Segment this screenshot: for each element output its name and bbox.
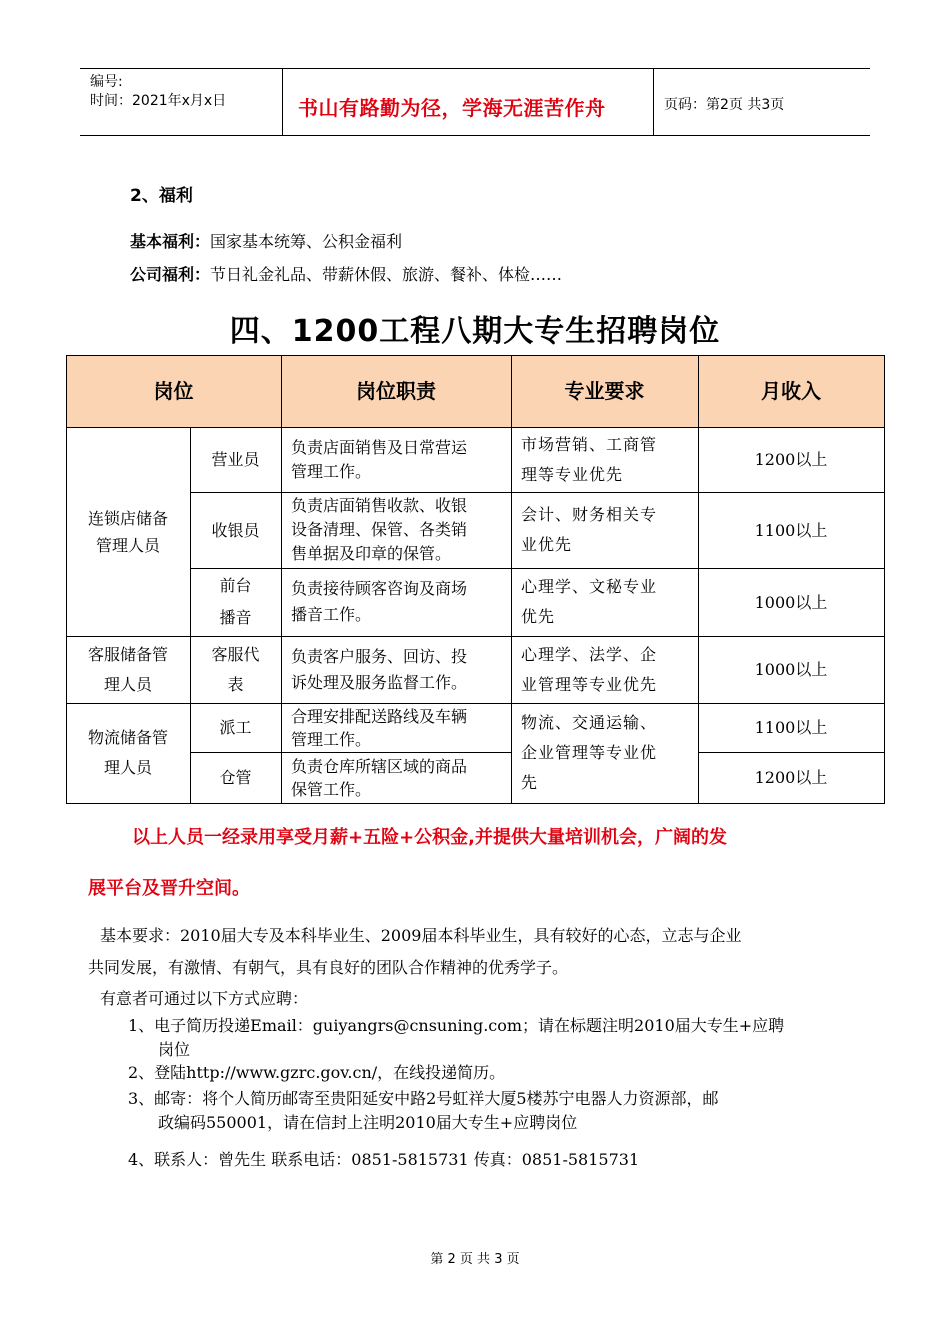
company-welfare bbox=[130, 262, 562, 285]
position-cell bbox=[190, 636, 281, 703]
header-motto: 书山有路勤为径，学海无涯苦作舟 bbox=[298, 96, 606, 120]
position-cell: 派工 bbox=[219, 718, 252, 737]
header-major: 专业要求 bbox=[564, 378, 645, 403]
position-cell bbox=[190, 568, 281, 636]
header-number: 编号: bbox=[90, 74, 123, 90]
major-line: 先 bbox=[521, 773, 539, 792]
section-title: 四、1200工程八期大专生招聘岗位 bbox=[229, 314, 721, 349]
major-line: 心理学、文秘专业 bbox=[521, 577, 658, 596]
apply-item-mail: 3、邮寄：将个人简历邮寄至贵阳延安中路2号虹祥大厦5楼苏宁电器人力资源部，邮 bbox=[128, 1089, 719, 1108]
position-cell: 收银员 bbox=[211, 520, 260, 540]
major-line: 物流、交通运输、 bbox=[521, 713, 658, 732]
major-cell bbox=[511, 636, 698, 703]
duty-line: 合理安排配送路线及车辆 bbox=[291, 706, 468, 726]
duty-line: 管理工作。 bbox=[291, 461, 372, 481]
highlight-line: 展平台及晋升空间。 bbox=[88, 878, 250, 899]
major-line: 理等专业优先 bbox=[521, 464, 624, 484]
major-cell bbox=[511, 568, 698, 636]
duty-line: 播音工作。 bbox=[291, 605, 372, 624]
requirements-line: 基本要求：2010届大专及本科毕业生、2009届本科毕业生，具有较好的心态，立志与企业 bbox=[100, 926, 742, 945]
basic-welfare-label: 基本福利： bbox=[130, 232, 211, 251]
duty-cell bbox=[281, 492, 511, 568]
group-name: 物流储备管 bbox=[87, 728, 168, 747]
duty-cell bbox=[281, 636, 511, 703]
major-cell bbox=[511, 427, 698, 492]
duty-line: 负责接待顾客咨询及商场 bbox=[291, 579, 468, 598]
header-salary: 月收入 bbox=[761, 378, 821, 403]
duty-line: 售单据及印章的保管。 bbox=[291, 544, 452, 563]
position-line: 播音 bbox=[219, 608, 252, 627]
page-footer: 第 2 页 共 3 页 bbox=[430, 1252, 520, 1267]
major-line: 市场营销、工商管 bbox=[521, 434, 658, 454]
salary-cell: 1000以上 bbox=[754, 592, 828, 612]
major-line: 心理学、法学、企 bbox=[521, 644, 658, 664]
apply-item-contact: 4、联系人：曾先生 联系电话：0851-5815731 传真：0851-5815731 bbox=[128, 1150, 640, 1169]
group-store bbox=[66, 427, 190, 636]
major-line: 业优先 bbox=[521, 535, 573, 554]
duty-line: 负责店面销售及日常营运 bbox=[291, 437, 468, 457]
group-name: 连锁店储备 bbox=[87, 508, 168, 528]
highlight-line: 以上人员一经录用享受月薪+五险+公积金,并提供大量培训机会，广阔的发 bbox=[132, 827, 727, 848]
duty-cell bbox=[281, 752, 511, 803]
group-name: 理人员 bbox=[103, 758, 152, 777]
requirements-line: 共同发展，有激情、有朝气，具有良好的团队合作精神的优秀学子。 bbox=[88, 958, 569, 977]
position-cell: 营业员 bbox=[211, 450, 260, 469]
salary-cell: 1100以上 bbox=[754, 718, 828, 737]
header-divider bbox=[653, 68, 654, 135]
salary-cell: 1000以上 bbox=[754, 660, 828, 679]
header-duty: 岗位职责 bbox=[356, 378, 436, 403]
position-line: 表 bbox=[227, 674, 244, 694]
welfare-title: 2、福利 bbox=[130, 186, 193, 206]
duty-line: 负责客户服务、回访、投 bbox=[291, 646, 468, 666]
position-line: 客服代 bbox=[211, 644, 260, 664]
duty-line: 负责仓库所辖区域的商品 bbox=[291, 756, 468, 776]
duty-cell bbox=[281, 568, 511, 636]
header-page-info: 页码：第2页 共3页 bbox=[664, 97, 785, 113]
major-line: 企业管理等专业优 bbox=[521, 743, 658, 762]
salary-cell: 1200以上 bbox=[754, 768, 828, 787]
duty-cell bbox=[281, 427, 511, 492]
table-rule bbox=[66, 803, 885, 804]
major-cell bbox=[511, 492, 698, 568]
duty-line: 诉处理及服务监督工作。 bbox=[291, 672, 468, 692]
major-line: 优先 bbox=[521, 607, 556, 626]
duty-line: 设备清理、保管、各类销 bbox=[291, 520, 468, 539]
table-rule bbox=[884, 355, 885, 804]
duty-line: 保管工作。 bbox=[291, 779, 372, 799]
apply-item-email: 1、电子简历投递Email：guiyangrs@cnsuning.com；请在标题注明2010届大专生+应聘 bbox=[128, 1016, 785, 1035]
group-name: 管理人员 bbox=[95, 535, 160, 555]
salary-cell: 1100以上 bbox=[754, 520, 828, 540]
group-name: 客服储备管 bbox=[87, 644, 168, 664]
header-bottom-rule bbox=[80, 135, 870, 136]
basic-welfare bbox=[130, 229, 402, 252]
duty-line: 负责店面销售收款、收银 bbox=[291, 496, 468, 515]
apply-item-mail-cont: 政编码550001，请在信封上注明2010届大专生+应聘岗位 bbox=[158, 1113, 578, 1132]
company-welfare-label: 公司福利： bbox=[130, 265, 211, 284]
apply-item-website: 2、登陆http://www.gzrc.gov.cn/，在线投递简历。 bbox=[128, 1063, 506, 1082]
salary-cell: 1200以上 bbox=[754, 450, 828, 469]
group-name: 理人员 bbox=[103, 674, 152, 694]
header-time: 时间：2021年x月x日 bbox=[90, 93, 227, 109]
duty-line: 管理工作。 bbox=[291, 729, 372, 749]
header-position: 岗位 bbox=[153, 378, 194, 403]
position-cell: 仓管 bbox=[219, 768, 252, 787]
basic-welfare-value: 国家基本统筹、公积金福利 bbox=[210, 232, 403, 251]
group-service bbox=[66, 636, 190, 703]
apply-intro: 有意者可通过以下方式应聘： bbox=[100, 989, 309, 1008]
apply-item-email-cont: 岗位 bbox=[158, 1040, 191, 1059]
header-divider bbox=[282, 68, 283, 135]
major-line: 业管理等专业优先 bbox=[521, 674, 658, 694]
company-welfare-value: 节日礼金礼品、带薪休假、旅游、餐补、体检…… bbox=[210, 265, 563, 284]
position-line: 前台 bbox=[219, 576, 252, 595]
group-logistics bbox=[66, 703, 190, 803]
major-cell-logistics bbox=[511, 703, 698, 803]
major-line: 会计、财务相关专 bbox=[521, 505, 658, 524]
duty-cell bbox=[281, 703, 511, 752]
header-top-rule bbox=[80, 68, 870, 69]
